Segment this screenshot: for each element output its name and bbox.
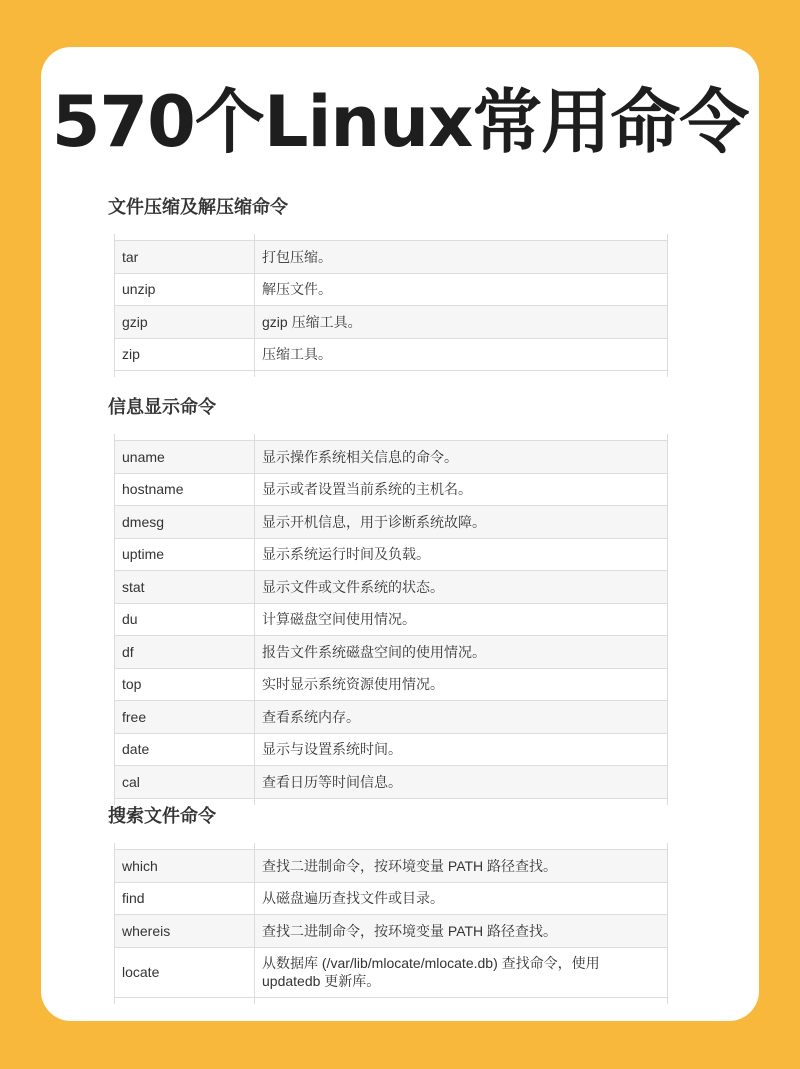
- command-name: gzip: [115, 306, 255, 339]
- command-name: whereis: [115, 915, 255, 948]
- table-row: [115, 306, 668, 339]
- command-name: hostname: [115, 473, 255, 506]
- table-row: [115, 273, 668, 306]
- section-search-files: [108, 805, 668, 1004]
- command-name: du: [115, 603, 255, 636]
- command-description: 显示或者设置当前系统的主机名。: [255, 473, 668, 506]
- command-name: zip: [115, 338, 255, 371]
- command-name: find: [115, 882, 255, 915]
- table-row: [115, 441, 668, 474]
- command-description: 从磁盘遍历查找文件或目录。: [255, 882, 668, 915]
- command-name: cal: [115, 766, 255, 799]
- section-info-display: [108, 396, 668, 805]
- command-name: uptime: [115, 538, 255, 571]
- command-description: 显示文件或文件系统的状态。: [255, 571, 668, 604]
- command-name: date: [115, 733, 255, 766]
- command-description: 计算磁盘空间使用情况。: [255, 603, 668, 636]
- command-description: 显示与设置系统时间。: [255, 733, 668, 766]
- table-row: [115, 915, 668, 948]
- page-title: 570个Linux常用命令: [51, 81, 749, 163]
- table-row: [115, 701, 668, 734]
- command-description: 压缩工具。: [255, 338, 668, 371]
- command-table: [114, 434, 668, 805]
- command-description: gzip 压缩工具。: [255, 306, 668, 339]
- table-row: [115, 850, 668, 883]
- command-name: dmesg: [115, 506, 255, 539]
- table-row: [115, 766, 668, 799]
- command-description: 显示系统运行时间及负载。: [255, 538, 668, 571]
- command-name: tar: [115, 241, 255, 274]
- section-heading: 信息显示命令: [108, 397, 216, 418]
- command-description: 实时显示系统资源使用情况。: [255, 668, 668, 701]
- table-row: [115, 882, 668, 915]
- section-compression: [108, 196, 668, 377]
- command-description: 解压文件。: [255, 273, 668, 306]
- table-row: [115, 338, 668, 371]
- command-name: uname: [115, 441, 255, 474]
- command-description: 从数据库 (/var/lib/mlocate/mlocate.db) 查找命令，使用 updatedb 更新库。: [255, 947, 668, 997]
- section-heading: 搜索文件命令: [108, 806, 216, 827]
- command-name: free: [115, 701, 255, 734]
- command-description: 显示操作系统相关信息的命令。: [255, 441, 668, 474]
- table-row: [115, 668, 668, 701]
- command-name: locate: [115, 947, 255, 997]
- table-row: [115, 947, 668, 997]
- command-table: [114, 234, 668, 377]
- section-heading: 文件压缩及解压缩命令: [108, 197, 288, 218]
- table-row: [115, 241, 668, 274]
- command-description: 显示开机信息，用于诊断系统故障。: [255, 506, 668, 539]
- command-description: 查看日历等时间信息。: [255, 766, 668, 799]
- command-description: 查看系统内存。: [255, 701, 668, 734]
- command-name: unzip: [115, 273, 255, 306]
- table-row: [115, 538, 668, 571]
- table-row: [115, 506, 668, 539]
- command-description: 查找二进制命令，按环境变量 PATH 路径查找。: [255, 850, 668, 883]
- command-table: [114, 843, 668, 1004]
- table-row: [115, 473, 668, 506]
- command-name: stat: [115, 571, 255, 604]
- table-row: [115, 733, 668, 766]
- command-name: top: [115, 668, 255, 701]
- command-description: 查找二进制命令，按环境变量 PATH 路径查找。: [255, 915, 668, 948]
- command-description: 打包压缩。: [255, 241, 668, 274]
- command-name: df: [115, 636, 255, 669]
- command-name: which: [115, 850, 255, 883]
- table-row: [115, 571, 668, 604]
- table-row: [115, 636, 668, 669]
- command-description: 报告文件系统磁盘空间的使用情况。: [255, 636, 668, 669]
- table-row: [115, 603, 668, 636]
